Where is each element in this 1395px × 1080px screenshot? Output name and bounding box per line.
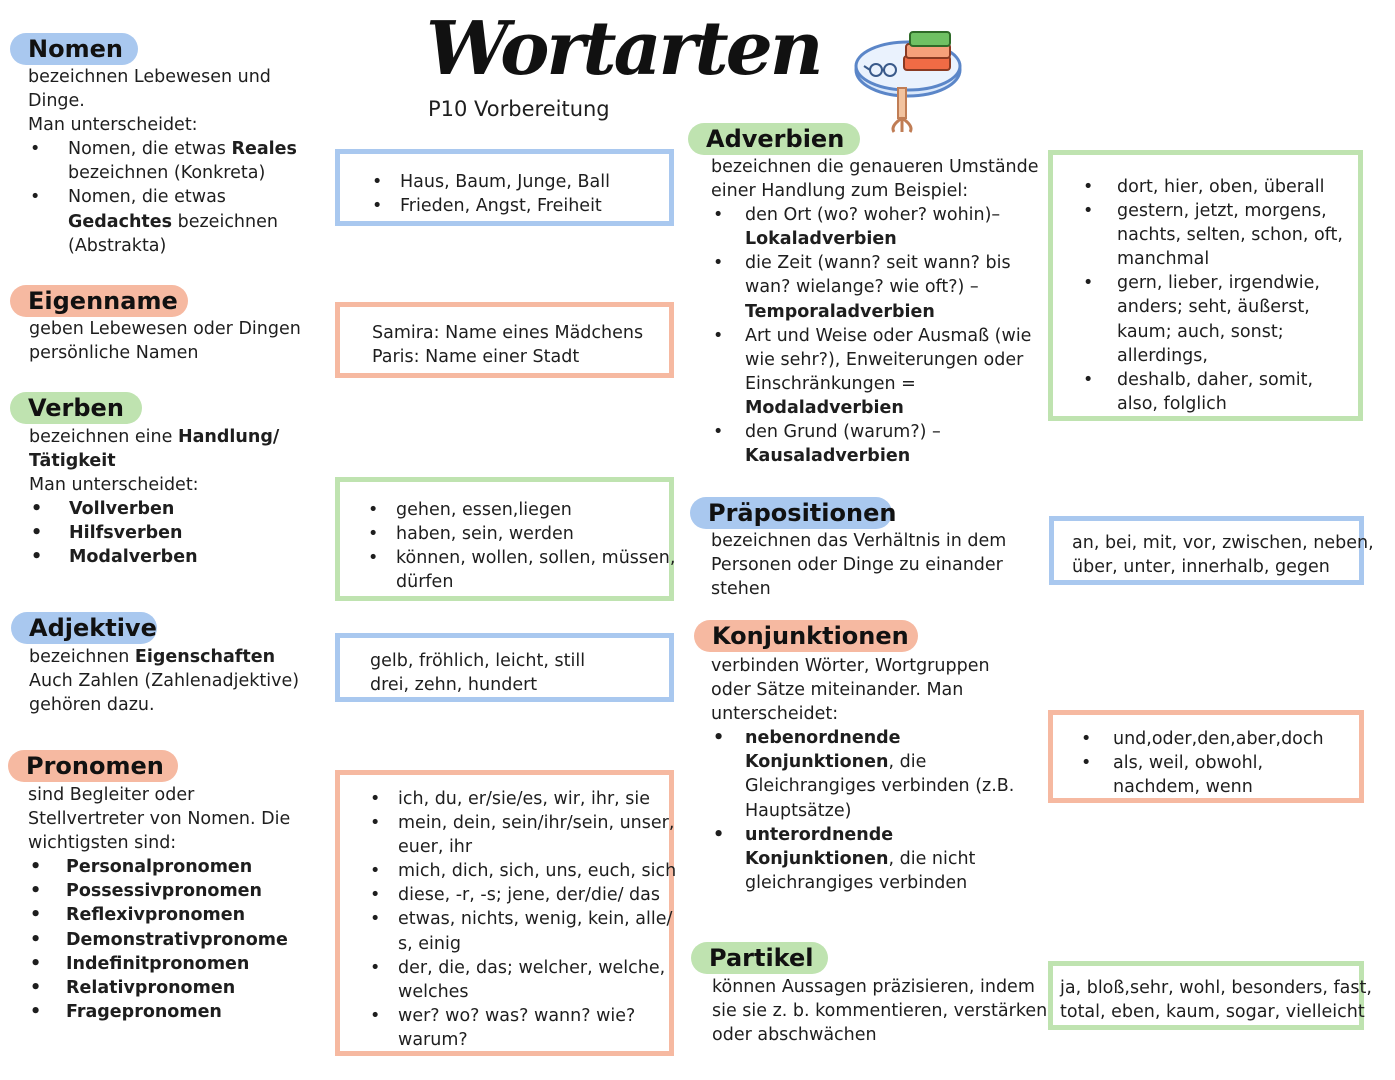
eigenname-examples-box: Samira: Name eines Mädchens Paris: Name einer Stadt bbox=[335, 302, 674, 378]
nomen-heading: Nomen bbox=[10, 33, 138, 65]
verben-description: bezeichnen eine Handlung/ Tätigkeit Man unterscheidet: • Vollverben • Hilfsverben • Modalverben bbox=[29, 425, 279, 570]
page-subtitle: P10 Vorbereitung bbox=[428, 97, 610, 121]
adjektive-description: bezeichnen Eigenschaften Auch Zahlen (Zahlenadjektive) gehören dazu. bbox=[29, 647, 300, 716]
konjunktionen-description: verbinden Wörter, Wortgruppen oder Sätze miteinander. Man unterscheidet: • nebenordnende Konjunktionen, die Gleichrangiges verbinden (z.B. Hauptsätze) • unterordnende Konjunktionen, die nicht gleichrangiges verbinden bbox=[711, 654, 1014, 895]
adverbien-description: bezeichnen die genaueren Umstände einer Handlung zum Beispiel: • den Ort (wo? woher? wohin)– Lokaladverbien • die Zeit (wann? seit wann? bis wan? wielange? wie oft?) – Temporaladverbien • Art und Weise oder Ausmaß (wie wie sehr?), Enweiterungen oder Einschränkungen = Modaladverbien • den Grund (warum?) – Kausaladverbien bbox=[711, 155, 1039, 468]
partikel-description: können Aussagen präzisieren, indem sie sie z. b. kommentieren, verstärken oder abschwächen bbox=[712, 977, 1048, 1046]
pronomen-heading: Pronomen bbox=[8, 750, 178, 782]
adjektive-examples-box: gelb, fröhlich, leicht, still drei, zehn, hundert bbox=[335, 633, 674, 702]
table-with-books-and-glasses-icon bbox=[850, 26, 966, 134]
konjunktionen-examples-box: • und,oder,den,aber,doch • als, weil, obwohl, nachdem, wenn bbox=[1048, 710, 1364, 803]
page-title: Wortarten bbox=[426, 6, 821, 92]
verben-examples-box: • gehen, essen,liegen • haben, sein, werden • können, wollen, sollen, müssen, dürfen bbox=[335, 477, 674, 601]
partikel-heading: Partikel bbox=[691, 942, 828, 974]
konjunktionen-heading: Konjunktionen bbox=[694, 620, 918, 652]
verben-heading: Verben bbox=[10, 392, 142, 424]
pronomen-examples-box: • ich, du, er/sie/es, wir, ihr, sie • mein, dein, sein/ihr/sein, unser, euer, ihr • mich, dich, sich, uns, euch, sich • diese, -r, -s; jene, der/die/ das • etwas, nichts, wenig, kein, alle/ s, einig • der, die, das; welcher, welche, welches • wer? wo? was? wann? wie? warum? bbox=[335, 770, 674, 1056]
pronomen-description: sind Begleiter oder Stellvertreter von Nomen. Die wichtigsten sind: • Personalpronomen • Possessivpronomen • Reflexivpronomen • Demonstrativpronome • Indefinitpronomen • Relativpronomen • Fragepronomen bbox=[28, 783, 290, 1024]
eigenname-heading: Eigenname bbox=[10, 285, 188, 317]
adverbien-examples-box: • dort, hier, oben, überall • gestern, jetzt, morgens, nachts, selten, schon, oft, manchmal • gern, lieber, irgendwie, anders; seht, äußerst, kaum; auch, sonst; allerdings, • deshalb, daher, somit, also, folglich bbox=[1048, 150, 1363, 421]
nomen-examples-box bbox=[335, 149, 674, 226]
praepositionen-description: bezeichnen das Verhältnis in dem Personen oder Dinge zu einander stehen bbox=[711, 531, 1007, 600]
adverbien-heading: Adverbien bbox=[688, 123, 860, 155]
praepositionen-examples-box: an, bei, mit, vor, zwischen, neben, über, unter, innerhalb, gegen bbox=[1049, 516, 1364, 585]
eigenname-description: geben Lebewesen oder Dingen persönliche Namen bbox=[29, 319, 301, 364]
list-item: • Frieden, Angst, Freiheit bbox=[370, 194, 610, 218]
nomen-description: bezeichnen Lebewesen und Dinge. Man unterscheidet: • Nomen, die etwas Reales bezeichnen (Konkreta) • Nomen, die etwas Gedachtes bezeichnen (Abstrakta) bbox=[28, 65, 297, 258]
list-item: • Haus, Baum, Junge, Ball bbox=[370, 170, 610, 194]
partikel-examples-box: ja, bloß,sehr, wohl, besonders, fast, total, eben, kaum, sogar, vielleicht bbox=[1048, 961, 1364, 1030]
adjektive-heading: Adjektive bbox=[11, 612, 157, 644]
praepositionen-heading: Präpositionen bbox=[690, 497, 892, 529]
